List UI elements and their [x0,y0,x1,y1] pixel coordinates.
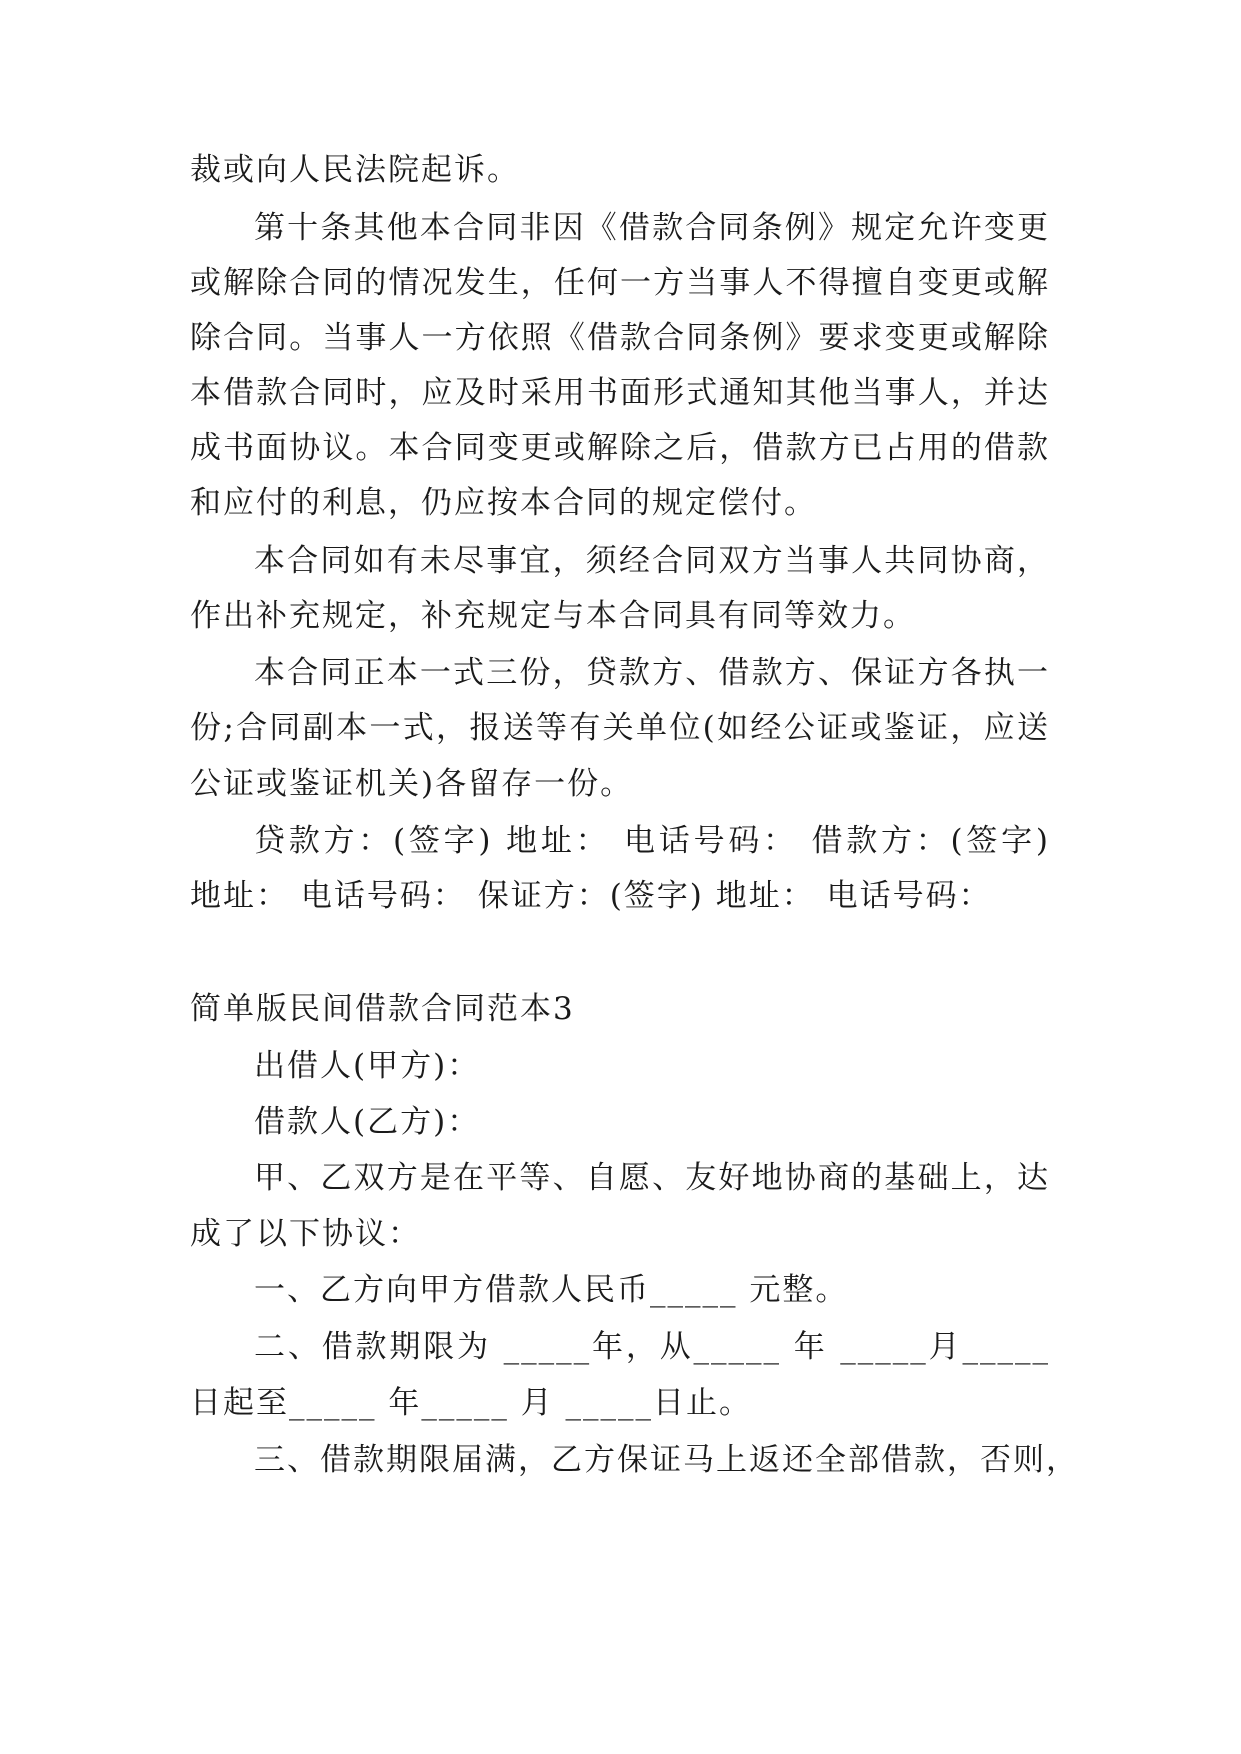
text-line: 成了以下协议： [190,1216,421,1252]
text-line: 本借款合同时，应及时采用书面形式通知其他当事人，并达 [190,375,1050,411]
text-line: 地址： 电话号码： 保证方：(签字) 地址： 电话号码： [190,878,992,914]
text-line: 二、借款期限为 _____年，从_____ 年 _____月_____ [254,1329,1050,1365]
text-line: 或解除合同的情况发生，任何一方当事人不得擅自变更或解 [190,265,1050,301]
text-line: 份;合同副本一式，报送等有关单位(如经公证或鉴证，应送 [190,710,1050,746]
text-line: 除合同。当事人一方依照《借款合同条例》要求变更或解除 [190,320,1050,356]
text-line: 出借人(甲方)： [254,1048,481,1084]
text-line: 作出补充规定，补充规定与本合同具有同等效力。 [190,598,916,634]
text-line: 成书面协议。本合同变更或解除之后，借款方已占用的借款 [190,430,1050,466]
text-line: 日起至_____ 年_____ 月 _____日止。 [190,1385,753,1421]
text-line: 本合同如有未尽事宜，须经合同双方当事人共同协商， [254,543,1050,579]
text-line: 借款人(乙方)： [254,1104,481,1140]
text-line: 公证或鉴证机关)各留存一份。 [190,766,634,802]
text-line: 三、借款期限届满，乙方保证马上返还全部借款，否则， [254,1442,1079,1478]
text-line: 和应付的利息，仍应按本合同的规定偿付。 [190,485,817,521]
text-line: 本合同正本一式三份，贷款方、借款方、保证方各执一 [254,655,1050,691]
text-line: 裁或向人民法院起诉。 [190,152,520,188]
text-line: 甲、乙双方是在平等、自愿、友好地协商的基础上，达 [254,1160,1050,1196]
text-line: 一、乙方向甲方借款人民币_____ 元整。 [254,1272,849,1308]
section-title: 简单版民间借款合同范本3 [190,991,575,1027]
text-line: 第十条其他本合同非因《借款合同条例》规定允许变更 [254,210,1050,246]
text-line: 贷款方：(签字) 地址： 电话号码： 借款方：(签字) [254,823,1050,859]
